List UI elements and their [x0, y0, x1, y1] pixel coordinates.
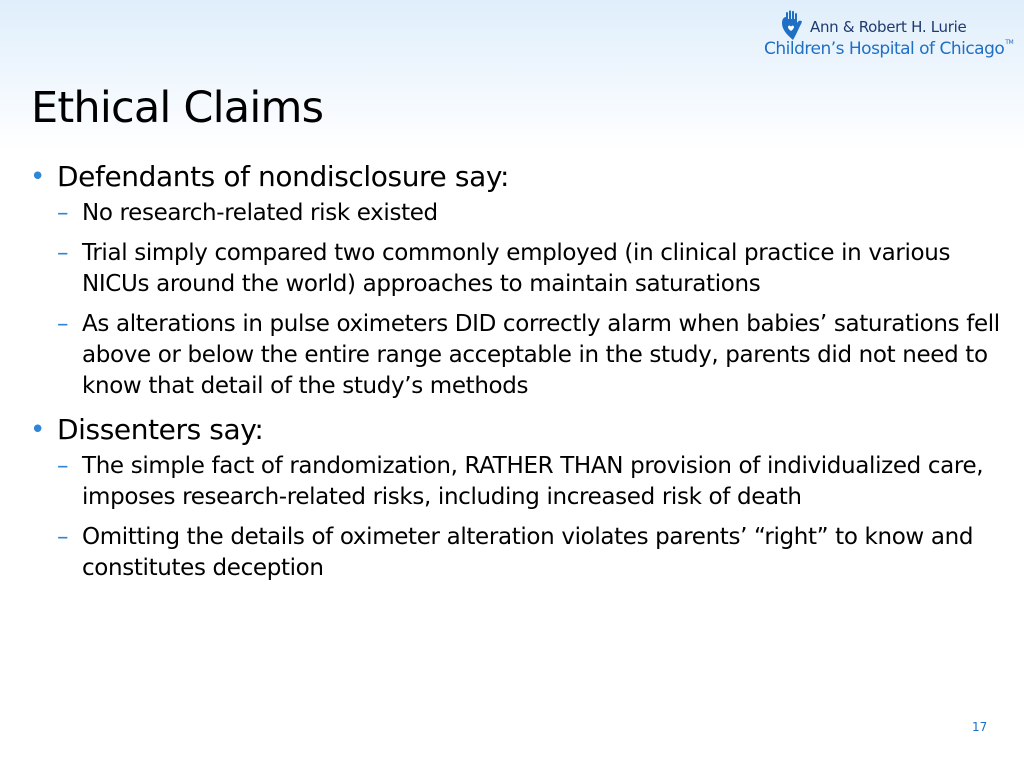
- logo-hospital-name: Children’s Hospital of Chicago: [764, 39, 1005, 59]
- slide-content: [30, 158, 1000, 593]
- logo-text-line1: Ann & Robert H. Lurie: [810, 18, 967, 36]
- sub-bullet: [30, 522, 1000, 584]
- bullet-marker: •: [30, 415, 45, 445]
- hand-heart-icon: [780, 10, 806, 42]
- hospital-logo: [760, 8, 1020, 64]
- sub-bullet-text: Omitting the details of oximeter alteration violates parents’ “right” to know and constitutes deception: [82, 524, 974, 581]
- sub-bullet: [30, 238, 1000, 300]
- bullet-marker: •: [30, 162, 45, 192]
- dash-marker: –: [57, 200, 69, 226]
- dash-marker: –: [57, 524, 69, 550]
- sub-bullet-text: Trial simply compared two commonly employed (in clinical practice in various NICUs around the world) approaches to maintain saturations: [82, 240, 951, 297]
- slide-title: Ethical Claims: [31, 83, 324, 133]
- dash-marker: –: [57, 240, 69, 266]
- sub-bullet-text: As alterations in pulse oximeters DID correctly alarm when babies’ saturations fell above or below the entire range acceptable in the study, parents did not need to know that detail of the study’s methods: [82, 311, 1000, 399]
- sub-bullet-text: No research-related risk existed: [82, 200, 438, 226]
- bullet-text: Defendants of nondisclosure say:: [57, 160, 509, 193]
- dash-marker: –: [57, 311, 69, 337]
- bullet-defendants: [30, 158, 1000, 196]
- logo-text-line2: [764, 39, 1013, 59]
- bullet-text: Dissenters say:: [57, 413, 264, 446]
- trademark-mark: TM: [1005, 39, 1014, 46]
- page-number: 17: [972, 720, 988, 734]
- sub-bullet: [30, 309, 1000, 402]
- sub-bullet: [30, 451, 1000, 513]
- dash-marker: –: [57, 453, 69, 479]
- sub-bullet-text: The simple fact of randomization, RATHER THAN provision of individualized care, imposes research-related risks, including increased risk of death: [82, 453, 984, 510]
- sub-bullet: [30, 198, 1000, 229]
- bullet-dissenters: [30, 411, 1000, 449]
